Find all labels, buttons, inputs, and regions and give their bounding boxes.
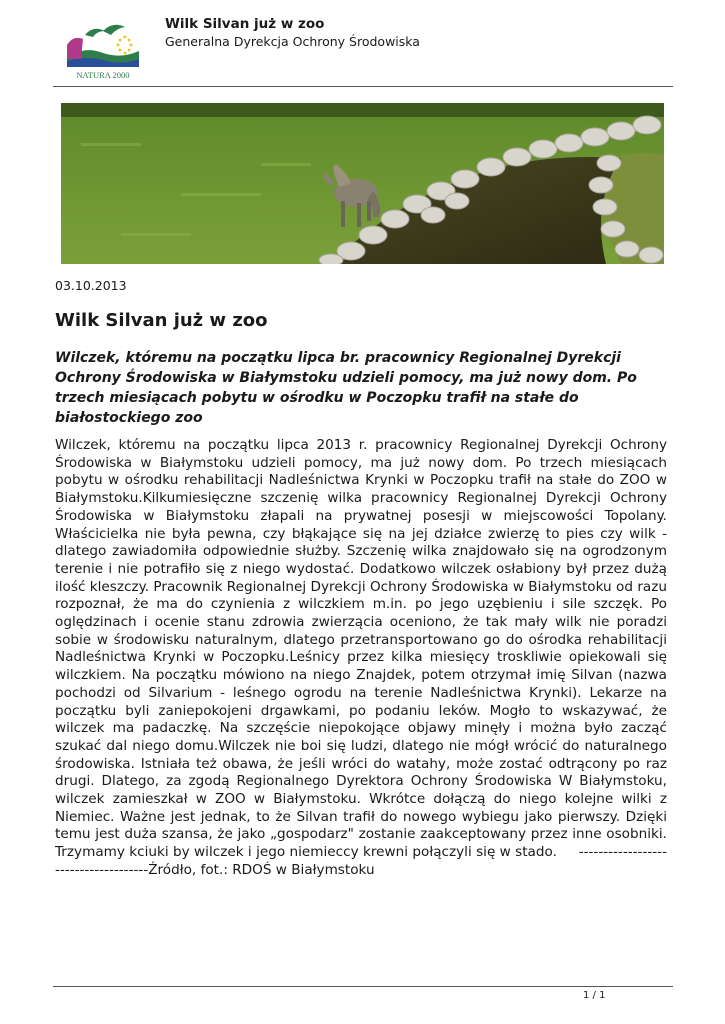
natura-2000-logo xyxy=(63,15,143,81)
article-title: Wilk Silvan już w zoo xyxy=(55,310,268,331)
article-lead: Wilczek, któremu na początku lipca br. pracownicy Regionalnej Dyrekcji Ochrony Środowiska w Białymstoku udzieli pomocy, ma już nowy dom. Po trzech miesiącach pobytu w ośrodku w Poczopku trafił na stałe do białostockiego zoo xyxy=(55,350,637,426)
wolf-photo xyxy=(61,103,664,264)
article-date: 03.10.2013 xyxy=(55,278,127,293)
page-number: 1 / 1 xyxy=(583,990,606,1001)
header-divider xyxy=(53,86,673,87)
logo-text: NATURA 2000 xyxy=(76,70,130,80)
header-subtitle: Generalna Dyrekcja Ochrony Środowiska xyxy=(165,34,420,49)
article-body: Wilczek, któremu na początku lipca 2013 r. pracownicy Regionalnej Dyrekcji Ochrony Środowiska w Białymstoku udzieli pomocy, ma już nowy dom. Po trzech miesiącach pobytu w ośrodku rehabilitacji Nadleśnictwa Krynki w Poczopku trafił na stałe do ZOO w Białymstoku.Kilkumiesięczne szczenię wilka pracownicy Regionalnej Dyrekcji Ochrony Środowiska w Białymstoku złapali na prywatnej posesji w miejscowości Topolany. Właścicielka nie była pewna, czy błąkające się na jej działce zwierzę to pies czy wilk - dlatego zawiadomiła odpowiednie służby. Szczenię wilka znajdowało się na ogrodzonym terenie i nie potrafiło się z niego wydostać. Dodatkowo wilczek osłabiony był przez dużą ilość kleszczy. Pracownik Regionalnej Dyrekcji Ochrony Środowiska w Białymstoku od razu rozpoznał, że ma do czynienia z wilczkiem m.in. po jego uzębieniu i sile szczęk. Po oględzinach i ocenie stanu zdrowia zwierzącia oceniono, że tak mały wilk nie poradzi sobie w środowisku naturalnym, dlatego przetransportowano go do ośrodka rehabilitacji Nadleśnictwa Krynki w Poczopku.Leśnicy przez kilka miesięcy troskliwie opiekowali się wilczkiem. Na początku mówiono na niego Znajdek, potem otrzymał imię Silvan (nazwa pochodzi od Silvarium - leśnego ogrodu na terenie Nadleśnictwa Krynki). Lekarze na początku byli zaniepokojeni drgawkami, po podaniu leków. Mogło to wskazywać, że wilczek ma padaczkę. Na szczęście niepokojące objawy minęły i można było zacząć szukać dal niego domu.Wilczek nie boi się ludzi, dlatego nie mógł wrócić do naturalnego środowiska. Istniała też obawa, że jeśli wróci do watahy, może zostać odtrącony po raz drugi. Dlatego, za zgodą Regionalnego Dyrektora Ochrony Środowiska W Białymstoku, wilczek zamieszkał w ZOO w Białymstoku. Wkrótce dołączą do niego kolejne wilki z Niemiec. Ważne jest jednak, to że Silvan trafił do nowego wybiegu jako pierwszy. Dzięki temu jest duża szansa, że jako „gospodarz" zostanie zaakceptowany przez inne osobniki. Trzymamy kciuki by wilczek i jego niemieccy krewni połączyli się w stado. -------------------------------------Źródło, fot.: RDOŚ w Białymstoku xyxy=(55,437,672,878)
footer-divider xyxy=(53,986,673,987)
header-title: Wilk Silvan już w zoo xyxy=(165,16,325,32)
